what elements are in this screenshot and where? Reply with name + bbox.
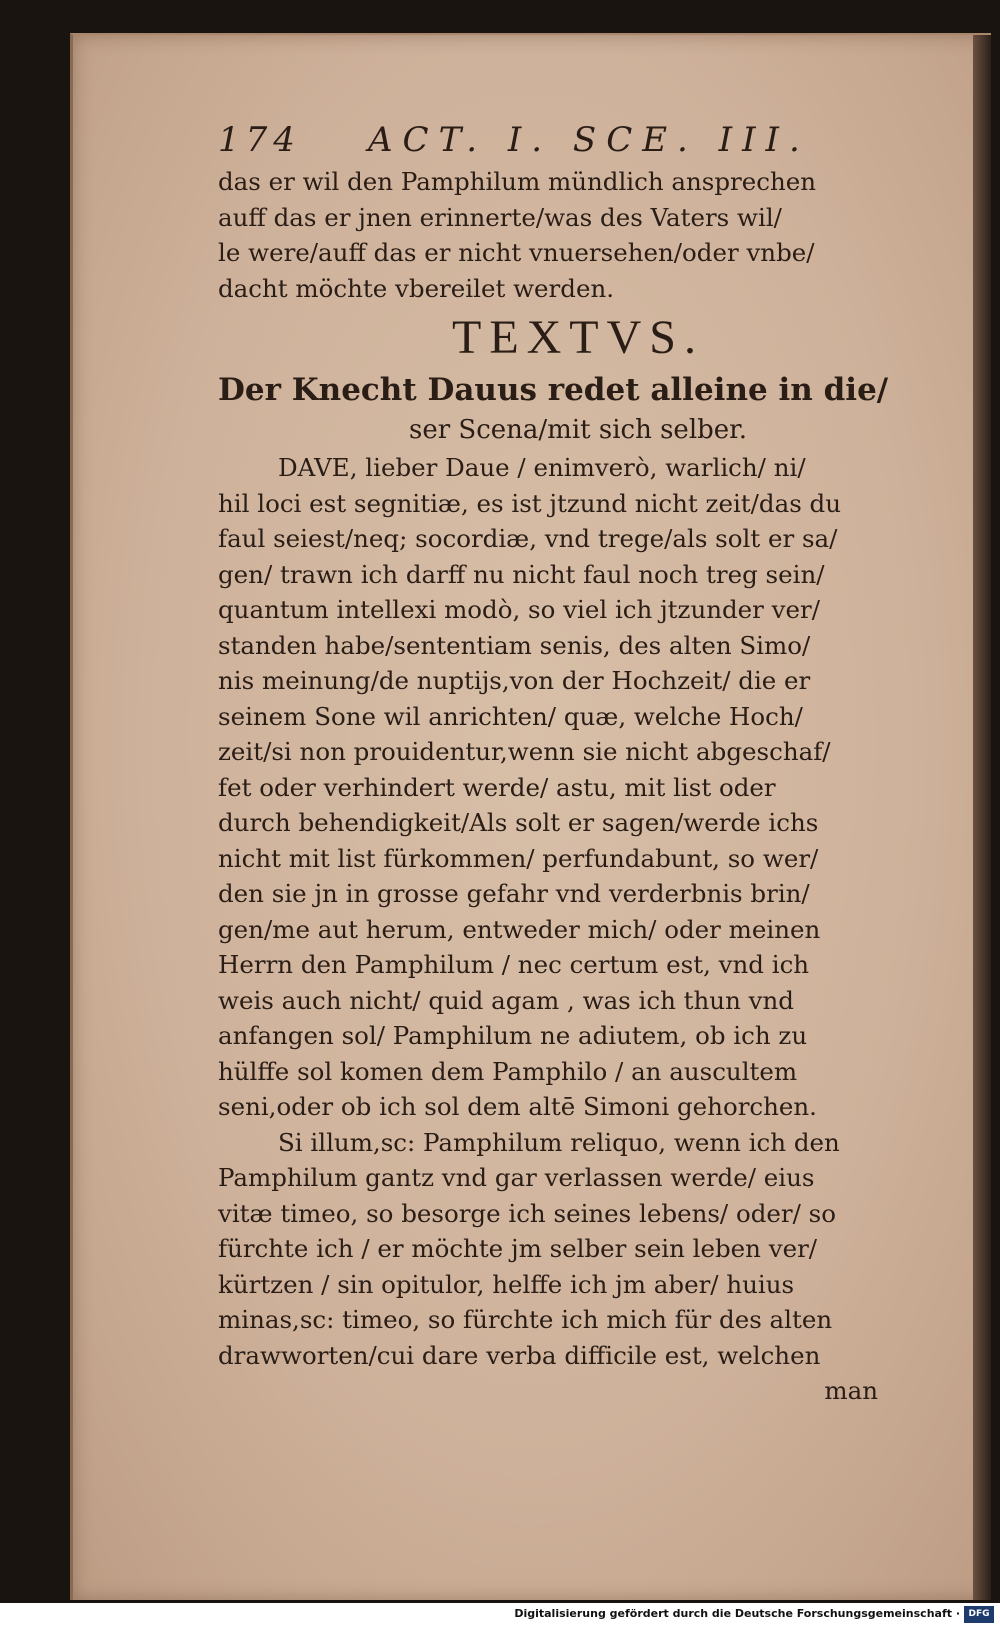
text-line: DAVE, lieber Daue / enimverò, warlich/ ni/ — [278, 453, 806, 482]
page-edge — [973, 35, 991, 1600]
text-line: hil loci est segnitiæ, es ist jtzund nicht zeit/das du — [218, 488, 842, 518]
running-head-title: ACT. I. SCE. III. — [368, 120, 810, 160]
text-line: Si illum,sc: Pamphilum reliquo, wenn ich den — [278, 1127, 840, 1157]
footer-strip — [0, 1603, 1000, 1627]
text-line: quantum intellexi modò, so viel ich jtzunder ver/ — [218, 595, 820, 624]
text-line: minas,sc: timeo, so fürchte ich mich für des alten — [218, 1305, 833, 1334]
text-line: kürtzen / sin opitulor, helffe ich jm aber/ huius — [218, 1269, 795, 1299]
text-line: hülffe sol komen dem Pamphilo / an auscultem — [218, 1056, 798, 1086]
text-line: gen/ trawn ich darff nu nicht faul noch treg sein/ — [218, 559, 825, 589]
text-line: faul seiest/neq; socordiæ, vnd trege/als solt er sa/ — [218, 524, 838, 553]
text-line: fürchte ich / er möchte jm selber sein leben ver/ — [218, 1234, 818, 1263]
text-line: fet oder verhindert werde/ astu, mit list oder — [218, 772, 776, 802]
text-line: den sie jn in grosse gefahr vnd verderbnis brin/ — [218, 879, 810, 908]
running-head — [218, 104, 938, 160]
dfg-logo: DFG — [964, 1606, 994, 1623]
text-block — [218, 104, 938, 1409]
text-line: Pamphilum gantz vnd gar verlassen werde/ eius — [218, 1163, 815, 1192]
text-line: zeit/si non prouidentur,wenn sie nicht abgeschaf/ — [218, 737, 831, 766]
text-line: durch behendigkeit/Als solt er sagen/werde ichs — [218, 808, 819, 837]
text-line: nicht mit list fürkommen/ perfundabunt, so wer/ — [218, 843, 819, 873]
catchword: man — [824, 1376, 878, 1405]
subheading: Der Knecht Dauus redet alleine in die/ — [218, 372, 889, 408]
text-line: dacht möchte vbereilet werden. — [218, 273, 615, 303]
text-line: Herrn den Pamphilum / nec certum est, vnd ich — [218, 950, 810, 979]
text-line: gen/me aut herum, entweder mich/ oder meinen — [218, 914, 821, 944]
text-line: weis auch nicht/ quid agam , was ich thun vnd — [218, 985, 794, 1015]
text-line: das er wil den Pamphilum mündlich ansprechen — [218, 167, 817, 196]
text-line: le were/auff das er nicht vnuersehen/oder vnbe/ — [218, 238, 815, 267]
text-line: auff das er jnen erinnerte/was des Vaters wil/ — [218, 202, 782, 232]
funding-credit: Digitalisierung gefördert durch die Deutsche Forschungsgemeinschaft · — [514, 1607, 960, 1620]
section-heading: TEXTVS. — [452, 311, 704, 364]
text-line: seinem Sone wil anrichten/ quæ, welche Hoch/ — [218, 701, 803, 731]
page-number: 174 — [218, 120, 301, 160]
text-line: vitæ timeo, so besorge ich seines lebens/ oder/ so — [218, 1198, 836, 1228]
text-line: seni,oder ob ich sol dem altē Simoni gehorchen. — [218, 1092, 817, 1121]
subheading: ser Scena/mit sich selber. — [408, 415, 747, 445]
text-line: nis meinung/de nuptijs,von der Hochzeit/ die er — [218, 666, 811, 695]
text-line: anfangen sol/ Pamphilum ne adiutem, ob ich zu — [218, 1021, 808, 1050]
text-line: drawworten/cui dare verba difficile est, welchen — [218, 1340, 821, 1370]
text-line: standen habe/sententiam senis, des alten Simo/ — [218, 630, 811, 660]
